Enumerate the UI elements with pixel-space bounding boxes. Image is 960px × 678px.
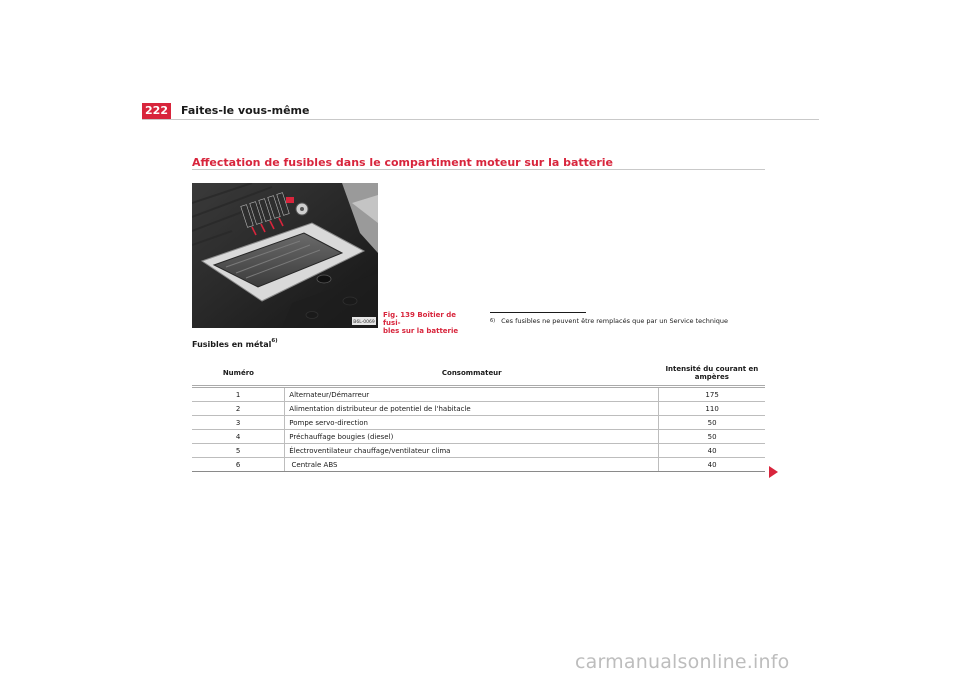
cell-number: 6 (192, 458, 285, 472)
fuse-assignment-table (192, 361, 765, 472)
fuse-box-illustration (192, 183, 378, 328)
footnote-marker: 6) (490, 318, 496, 324)
table-subtitle (192, 340, 278, 349)
figure-caption (383, 311, 473, 335)
cell-consumer: Préchauffage bougies (diesel) (285, 430, 659, 444)
header-number: Numéro (192, 361, 285, 387)
cell-number: 2 (192, 402, 285, 416)
footnote-divider (490, 312, 586, 313)
table-row (192, 430, 765, 444)
cell-consumer: Alimentation distributeur de potentiel de l'habitacle (285, 402, 659, 416)
cell-amperage: 175 (659, 387, 765, 402)
page-number: 222 (142, 103, 171, 119)
cell-amperage: 50 (659, 430, 765, 444)
table-row (192, 387, 765, 402)
footnote-text: Ces fusibles ne peuvent être remplacés que par un Service technique (501, 317, 729, 325)
table-header-row (192, 361, 765, 387)
header-consumer: Consommateur (285, 361, 659, 387)
table-row (192, 444, 765, 458)
cell-consumer: Électroventilateur chauffage/ventilateur clima (285, 444, 659, 458)
table-row (192, 458, 765, 472)
footnote (490, 316, 728, 326)
table-subtitle-footnote-marker: 6) (271, 338, 278, 344)
table-row (192, 416, 765, 430)
header-amperage: Intensité du courant en ampères (659, 361, 765, 387)
page-header-title: Faites-le vous-même (181, 104, 310, 117)
section-divider (192, 169, 765, 170)
figure-code: B6L-0069 (353, 320, 375, 325)
cell-consumer: Alternateur/Démarreur (285, 387, 659, 402)
cell-number: 5 (192, 444, 285, 458)
cell-consumer: Centrale ABS (285, 458, 659, 472)
cell-number: 4 (192, 430, 285, 444)
table-row (192, 402, 765, 416)
figure-caption-line-1: Fig. 139 Boîtier de fusi- (383, 311, 457, 327)
figure-caption-line-2: bles sur la batterie (383, 327, 459, 335)
cell-amperage: 110 (659, 402, 765, 416)
cell-amperage: 40 (659, 444, 765, 458)
continue-arrow-icon (769, 466, 778, 478)
cell-amperage: 50 (659, 416, 765, 430)
cell-number: 1 (192, 387, 285, 402)
header-divider (142, 119, 819, 120)
section-title: Affectation de fusibles dans le compartiment moteur sur la batterie (192, 156, 614, 169)
cell-number: 3 (192, 416, 285, 430)
table-subtitle-text: Fusibles en métal (192, 340, 272, 349)
watermark: carmanualsonline.info (575, 651, 790, 673)
cell-amperage: 40 (659, 458, 765, 472)
cell-consumer: Pompe servo-direction (285, 416, 659, 430)
